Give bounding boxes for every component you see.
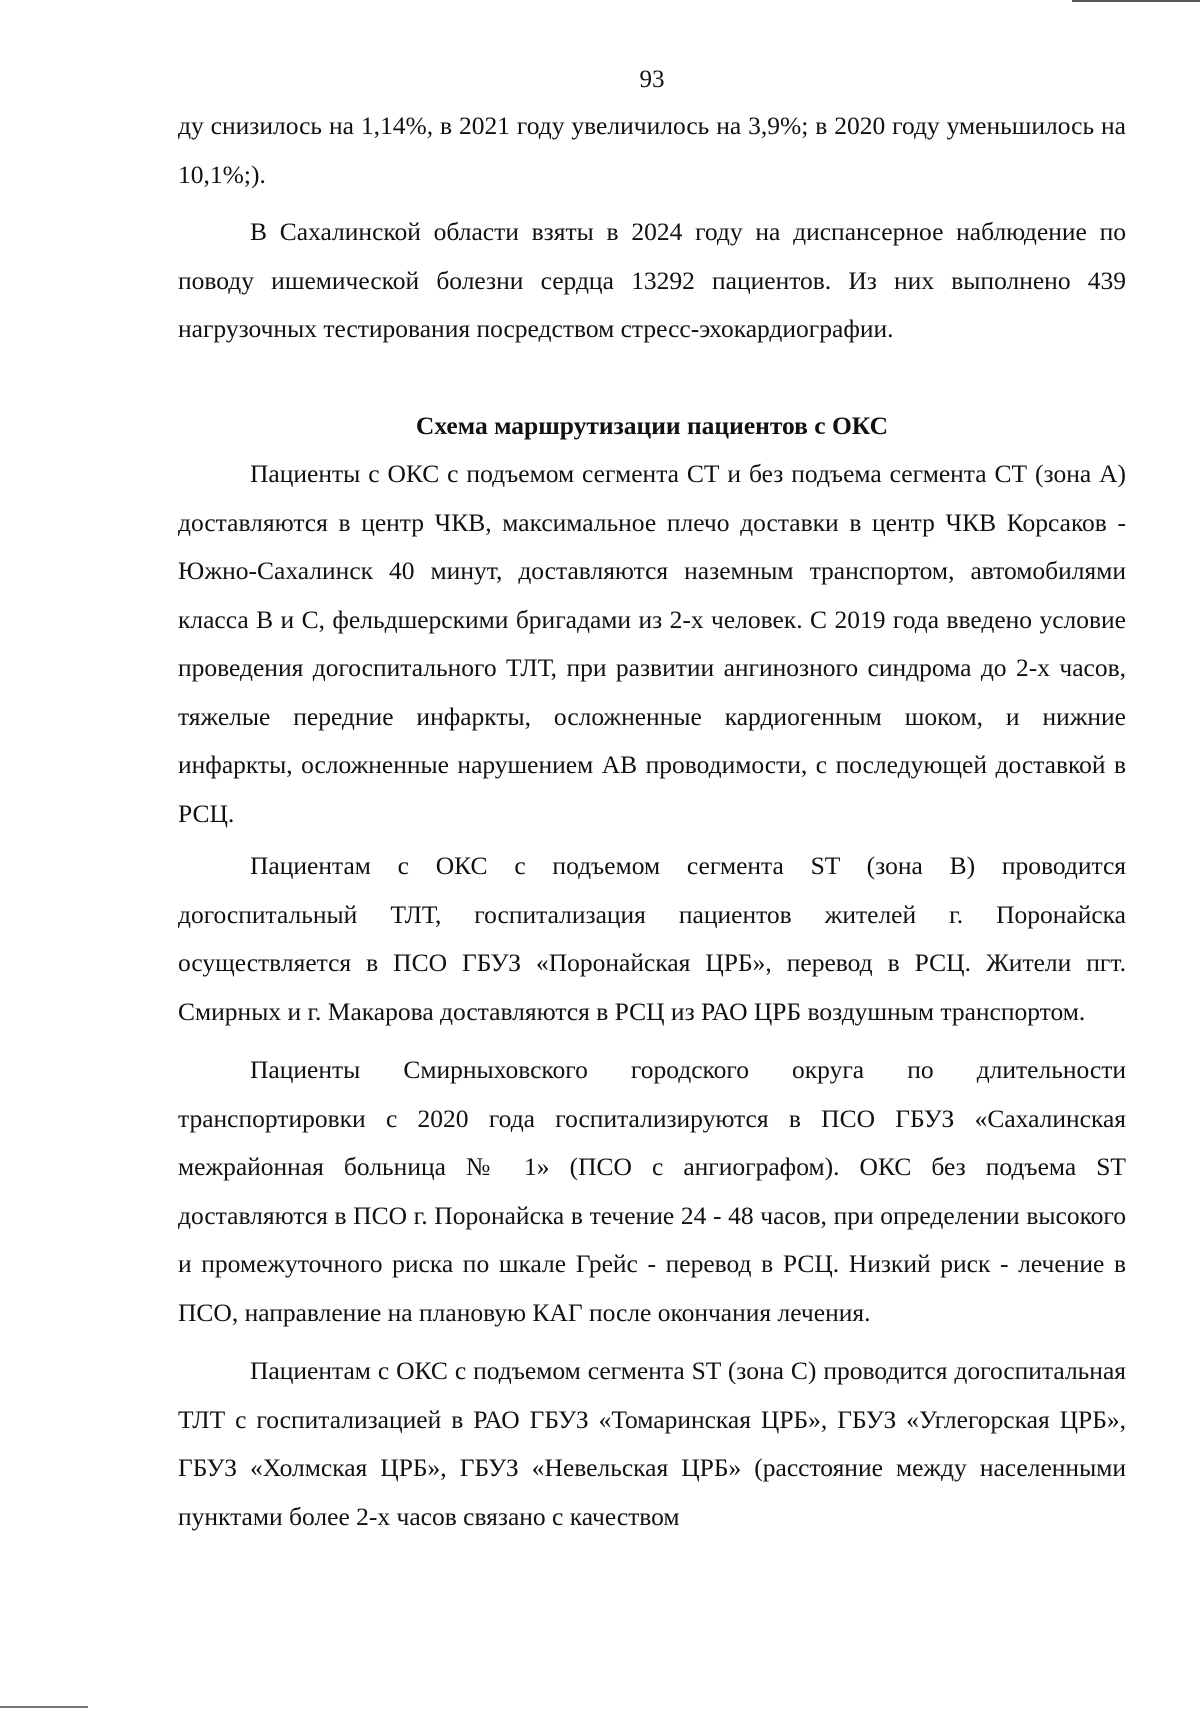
section-heading: Схема маршрутизации пациентов с ОКС — [415, 410, 889, 440]
paragraph-dispensary: В Сахалинской области взяты в 2024 году на диспансерное наблюдение по поводу ишемической болезни сердца 13292 пациентов. Из них выполнено 439 нагрузочных тестирования посредством стресс-эхокардиографии. — [178, 217, 1126, 343]
paragraph-continuation: ду снизилось на 1,14%, в 2021 году увеличилось на 3,9%; в 2020 году уменьшилось на 10,1%;). — [178, 111, 1126, 189]
paragraph-zone-b: Пациентам с ОКС с подъемом сегмента ST (зона В) проводится догоспитальный ТЛТ, госпитализация пациентов жителей г. Поронайска осуществляется в ПСО ГБУЗ «Поронайская ЦРБ», перевод в РСЦ. Жители пгт. Смирных и г. Макарова доставляются в РСЦ из РАО ЦРБ воздушным транспортом. — [178, 851, 1126, 1026]
paragraph-zone-a: Пациенты с ОКС с подъемом сегмента СТ и без подъема сегмента СТ (зона А) доставляются в центр ЧКВ, максимальное плечо доставки в центр ЧКВ Корсаков - Южно-Сахалинск 40 минут, доставляются наземным транспортом, автомобилями класса В и С, фельдшерскими бригадами из 2-х человек. С 2019 года введено условие проведения догоспитального ТЛТ, при развитии ангинозного синдрома до 2-х часов, тяжелые передние инфаркты, осложненные кардиогенным шоком, и нижние инфаркты, осложненные нарушением АВ проводимости, с последующей доставкой в РСЦ. — [178, 459, 1126, 828]
scan-edge-line-top — [1072, 0, 1200, 2]
page-number: 93 — [639, 66, 665, 93]
document-page — [178, 58, 1126, 1541]
scan-edge-line-bottom — [0, 1706, 88, 1708]
paragraph-smirnykh: Пациенты Смирныховского городского округа по длительности транспортировки с 2020 года госпитализируются в ПСО ГБУЗ «Сахалинская межрайонная больница № 1» (ПСО с ангиографом). ОКС без подъема ST доставляются в ПСО г. Поронайска в течение 24 - 48 часов, при определении высокого и промежуточного риска по шкале Грейс - перевод в РСЦ. Низкий риск - лечение в ПСО, направление на плановую КАГ после окончания лечения. — [178, 1055, 1126, 1327]
paragraph-zone-c: Пациентам с ОКС с подъемом сегмента ST (зона С) проводится догоспитальная ТЛТ с госпитализацией в РАО ГБУЗ «Томаринская ЦРБ», ГБУЗ «Углегорская ЦРБ», ГБУЗ «Холмская ЦРБ», ГБУЗ «Невельская ЦРБ» (расстояние между населенными пунктами более 2-х часов связано с качеством — [178, 1356, 1126, 1531]
